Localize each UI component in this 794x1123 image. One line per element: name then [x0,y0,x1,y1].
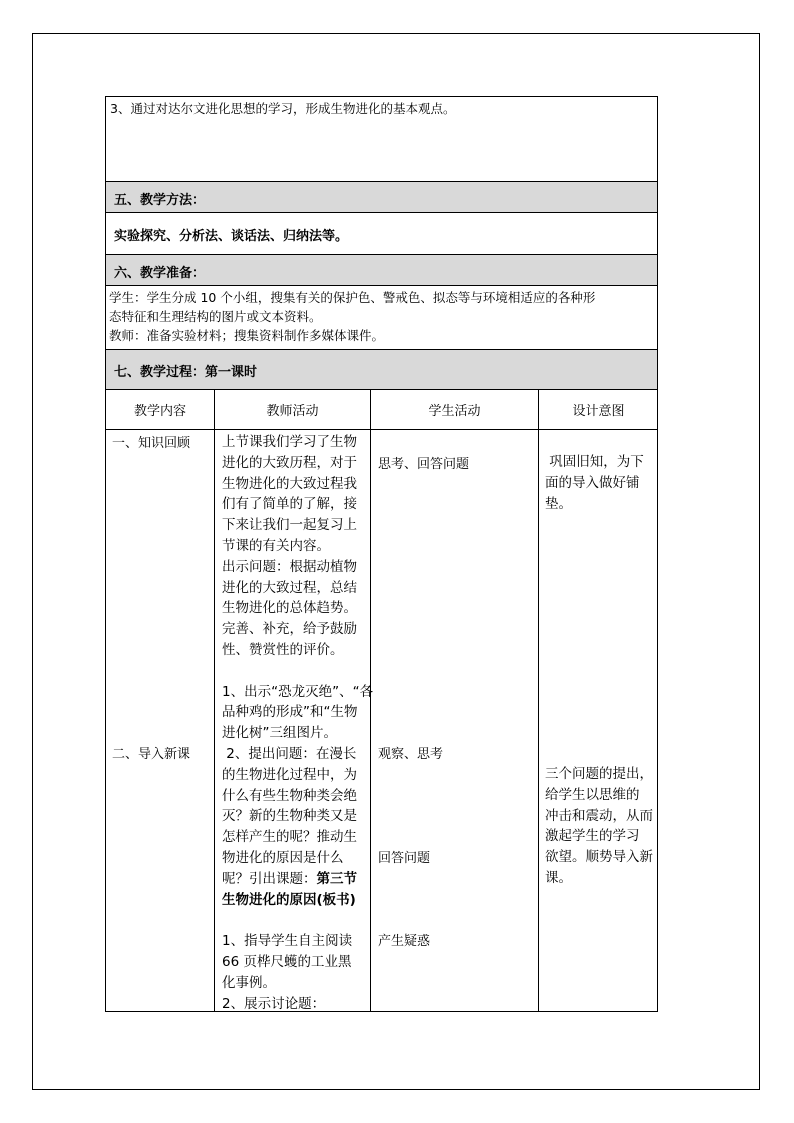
content-item-review: 一、知识回顾 [112,436,191,451]
intent-line: 面的导入做好铺 [545,474,640,491]
teacher-line-bold: 生物进化的原因(板书) [222,891,356,908]
teaching-methods-text: 实验探究、分析法、谈话法、归纳法等。 [114,229,349,244]
section6-body [106,285,657,349]
teacher-line: 怎样产生的呢？推动生 [222,829,357,846]
teacher-line: 进化树”三组图片。 [222,725,337,742]
intent-block-2 [545,764,653,889]
teacher-line: 什么有些生物种类会绝 [222,787,357,804]
section7-title: 七、教学过程：第一课时 [114,365,258,380]
intent-line: 垫。 [545,495,572,512]
teacher-line: 生物进化的总体趋势。 [222,600,357,617]
table-body-row [106,429,657,1011]
intent-block-1 [545,452,644,514]
header-content: 教学内容 [133,404,186,419]
teacher-line: 下来让我们一起复习上 [222,517,357,534]
intent-line: 巩固旧知，为下 [545,454,644,470]
teacher-column [214,430,374,1012]
objective-3-text: 3、通过对达尔文进化思想的学习，形成生物进化的基本观点。 [110,101,456,116]
lesson-section-label: 第三节 [316,870,357,887]
section5-header [106,181,657,212]
teacher-line: 1、指导学生自主阅读 [222,933,353,950]
section7-header [106,349,657,389]
teacher-line: 2、展示讨论题： [222,995,326,1012]
teacher-line: 出示问题：根据动植物 [222,558,357,575]
section5-body [106,212,657,254]
objective-row [106,97,657,181]
lead-in-text: 呢？引出课题： [222,870,317,887]
content-column [106,430,214,1011]
intent-line: 课。 [545,869,572,886]
student-activity-1: 思考、回答问题 [378,457,470,472]
intent-line: 欲望。顺势导入新 [545,849,653,866]
teacher-line: 1、出示“恐龙灭绝”、“各 [222,683,374,700]
student-activity-4: 产生疑惑 [378,934,431,949]
intent-line: 冲击和震动，从而 [545,807,653,824]
teacher-line [222,661,370,682]
teacher-line: 进化的大致历程，对于 [222,454,357,471]
student-activity-3: 回答问题 [378,851,431,866]
student-activity-2: 观察、思考 [378,747,444,762]
student-column [370,430,538,1011]
teacher-line: 们有了简单的了解，接 [222,496,357,513]
teacher-line: 物进化的原因是什么 [222,849,344,866]
section6-header [106,254,657,285]
teacher-prep: 教师：准备实验材料；搜集资料制作多媒体课件。 [109,328,385,343]
teacher-line: 性、赞赏性的评价。 [222,641,344,658]
intent-line: 给学生以思维的 [545,786,640,803]
header-student: 学生活动 [370,390,538,429]
teacher-line: 的生物进化过程中，为 [222,766,357,783]
intent-line: 激起学生的学习 [545,828,640,845]
teacher-line: 完善、补充，给予鼓励 [222,621,357,638]
header-teacher: 教师活动 [214,390,370,429]
teacher-line [222,869,370,890]
section6-title: 六、教学准备： [114,266,206,281]
intent-column [538,430,658,1011]
teacher-line: 品种鸡的形成”和“生物 [222,704,358,721]
teacher-line: 节课的有关内容。 [222,537,330,554]
teacher-line [222,910,370,931]
teacher-line: 化事例。 [222,974,276,991]
lesson-plan-table [105,96,658,1012]
intent-line: 三个问题的提出， [545,766,653,782]
section5-title: 五、教学方法： [114,193,206,208]
content-item-intro: 二、导入新课 [112,747,191,762]
table-header-row [106,389,657,429]
student-prep-line2: 态特征和生理结构的图片或文本资料。 [109,309,322,324]
teacher-line: 2、提出问题：在漫长 [222,745,357,762]
teacher-line: 上节课我们学习了生物 [222,434,357,450]
header-intent: 设计意图 [538,390,658,429]
student-prep-line1: 学生：学生分成 10 个小组，搜集有关的保护色、警戒色、拟态等与环境相适应的各种形 [109,290,596,305]
teacher-line: 进化的大致过程，总结 [222,579,357,596]
teacher-line: 生物进化的大致过程我 [222,475,357,492]
teacher-line: 66 页桦尺蠖的工业黑 [222,953,352,970]
teacher-line: 灭？新的生物种类又是 [222,808,357,825]
